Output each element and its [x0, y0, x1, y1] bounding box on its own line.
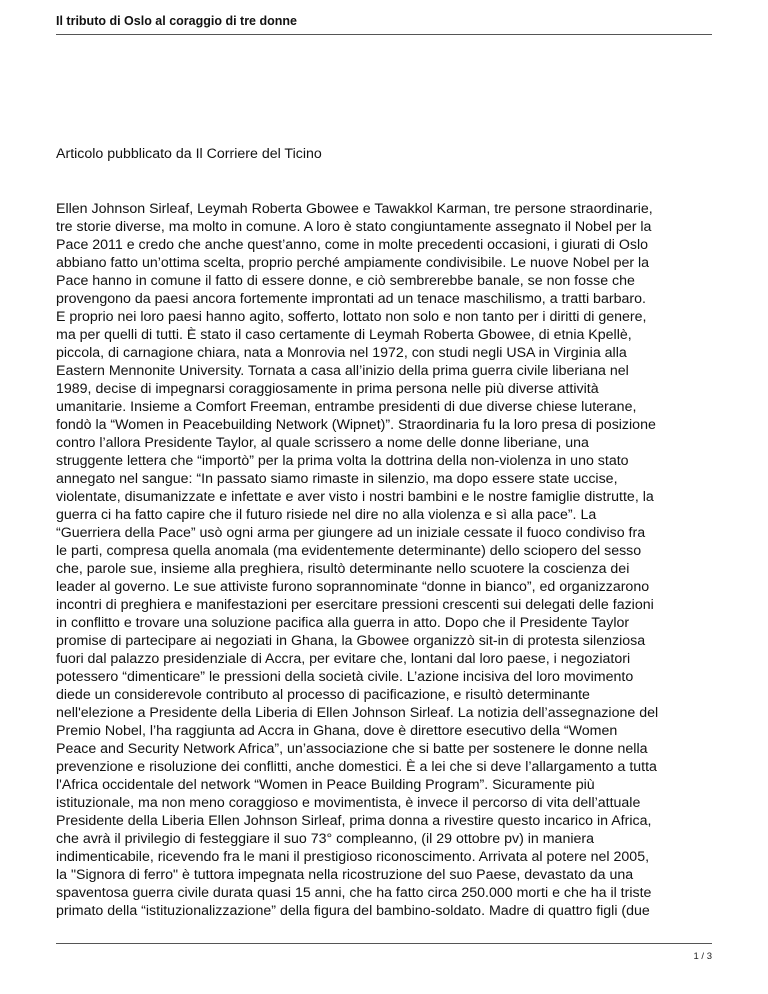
article-line: diede un considerevole contributo al processo di pacificazione, e risultò determinante: [56, 687, 590, 703]
article-line: abbiano fatto un’ottima scelta, proprio perché ampiamente condivisibile. Le nuove Nobel per la: [56, 255, 650, 271]
article-line: fuori dal palazzo presidenziale di Accra, per evitare che, lontani dal loro paese, i negoziatori: [56, 651, 631, 667]
article-line: fondò la “Women in Peacebuilding Network (Wipnet)”. Straordinaria fu la loro presa di posizione: [56, 417, 656, 433]
article-line: provengono da paesi ancora fortemente improntati ad un tenace maschilismo, a tratti barbaro.: [56, 291, 646, 307]
article-line: “Guerriera della Pace” usò ogni arma per giungere ad un iniziale cessate il fuoco condiviso fra: [56, 525, 646, 541]
article-line: contro l’allora Presidente Taylor, al quale scrissero a nome delle donne liberiane, una: [56, 435, 589, 451]
article-line: potessero “dimenticare” le pressioni della società civile. L’azione incisiva del loro movimento: [56, 669, 634, 685]
article-line: Premio Nobel, l’ha raggiunta ad Accra in Ghana, dove è direttore esecutivo della “Women: [56, 723, 618, 739]
article-line: incontri di preghiera e manifestazioni per esercitare pressioni crescenti sui delegati delle fazioni: [56, 597, 654, 613]
article-line: E proprio nei loro paesi hanno agito, sofferto, lottato non solo e non tanto per i diritti di genere,: [56, 309, 647, 325]
article-line: guerra ci ha fatto capire che il futuro risiede nel dire no alla violenza e sì alla pace”. La: [56, 507, 597, 523]
article-line: prevenzione e risoluzione dei conflitti, anche domestici. È a lei che si deve l’allargamento a tutta: [56, 759, 657, 775]
article-line: 1989, decise di impegnarsi coraggiosamente in prima persona nelle più diverse attività: [56, 381, 599, 397]
article-line: annegato nel sangue: “In passato siamo rimaste in silenzio, ma dopo essere state uccise,: [56, 471, 618, 487]
article-line: istituzionale, ma non meno coraggioso e movimentista, è invece il percorso di vita dell’attuale: [56, 795, 641, 811]
article-body: [56, 200, 716, 920]
article-source: Articolo pubblicato da Il Corriere del Ticino: [56, 146, 322, 162]
article-line: ma per quelli di tutti. È stato il caso certamente di Leymah Roberta Gbowee, di etnia Kpellè,: [56, 327, 632, 343]
page-header-title: Il tributo di Oslo al coraggio di tre donne: [56, 14, 297, 28]
article-line: violentate, disumanizzate e infettate e aver visto i nostri bambini e le nostre famiglie distrutte, la: [56, 489, 654, 505]
article-line: le parti, compresa quella anomala (ma evidentemente determinante) dello sciopero del sesso: [56, 543, 642, 559]
article-line: che avrà il privilegio di festeggiare il suo 73° compleanno, (il 29 ottobre pv) in maniera: [56, 831, 594, 847]
article-line: in conflitto e trovare una soluzione pacifica alla guerra in atto. Dopo che il Presidente Taylor: [56, 615, 630, 631]
article-line: Presidente della Liberia Ellen Johnson Sirleaf, prima donna a rivestire questo incarico in Africa,: [56, 813, 652, 829]
article-line: nell'elezione a Presidente della Liberia di Ellen Johnson Sirleaf. La notizia dell’assegnazione del: [56, 705, 659, 721]
article-line: Eastern Mennonite University. Tornata a casa all’inizio della prima guerra civile liberiana nel: [56, 363, 629, 379]
article-line: umanitarie. Insieme a Comfort Freeman, entrambe presidenti di due diverse chiese luterane,: [56, 399, 637, 415]
article-line: tre storie diverse, ma molto in comune. A loro è stato congiuntamente assegnato il Nobel per la: [56, 219, 652, 235]
article-line: struggente lettera che “importò” per la prima volta la dottrina della non-violenza in uno stato: [56, 453, 629, 469]
article-line: piccola, di carnagione chiara, nata a Monrovia nel 1972, con studi negli USA in Virginia alla: [56, 345, 627, 361]
article-line: primato della “istituzionalizzazione” della figura del bambino-soldato. Madre di quattro figli (due: [56, 903, 650, 919]
article-line: spaventosa guerra civile durata quasi 15 anni, che ha fatto circa 250.000 morti e che ha il triste: [56, 885, 652, 901]
article-line: leader al governo. Le sue attiviste furono soprannominate “donne in bianco”, ed organizzarono: [56, 579, 650, 595]
article-line: Ellen Johnson Sirleaf, Leymah Roberta Gbowee e Tawakkol Karman, tre persone straordinarie,: [56, 201, 653, 217]
article-line: la "Signora di ferro" è tuttora impegnata nella ricostruzione del suo Paese, devastato da una: [56, 867, 634, 883]
header-divider: [56, 34, 712, 35]
page-number: 1 / 3: [693, 951, 712, 962]
article-line: promise di partecipare ai negoziati in Ghana, la Gbowee organizzò sit-in di protesta silenziosa: [56, 633, 646, 649]
article-line: che, parole sue, insieme alla preghiera, risultò determinante nello scuotere la coscienza dei: [56, 561, 630, 577]
footer-divider: [56, 943, 712, 944]
article-line: Peace and Security Network Africa”, un’associazione che si batte per sostenere le donne nella: [56, 741, 648, 757]
article-line: l'Africa occidentale del network “Women in Peace Building Program”. Sicuramente più: [56, 777, 595, 793]
article-line: Pace hanno in comune il fatto di essere donne, e ciò sembrerebbe banale, se non fosse che: [56, 273, 635, 289]
article-line: Pace 2011 e credo che anche quest’anno, come in molte precedenti occasioni, i giurati di Oslo: [56, 237, 649, 253]
article-line: indimenticabile, ricevendo fra le mani il prestigioso riconoscimento. Arrivata al potere nel 2005,: [56, 849, 650, 865]
